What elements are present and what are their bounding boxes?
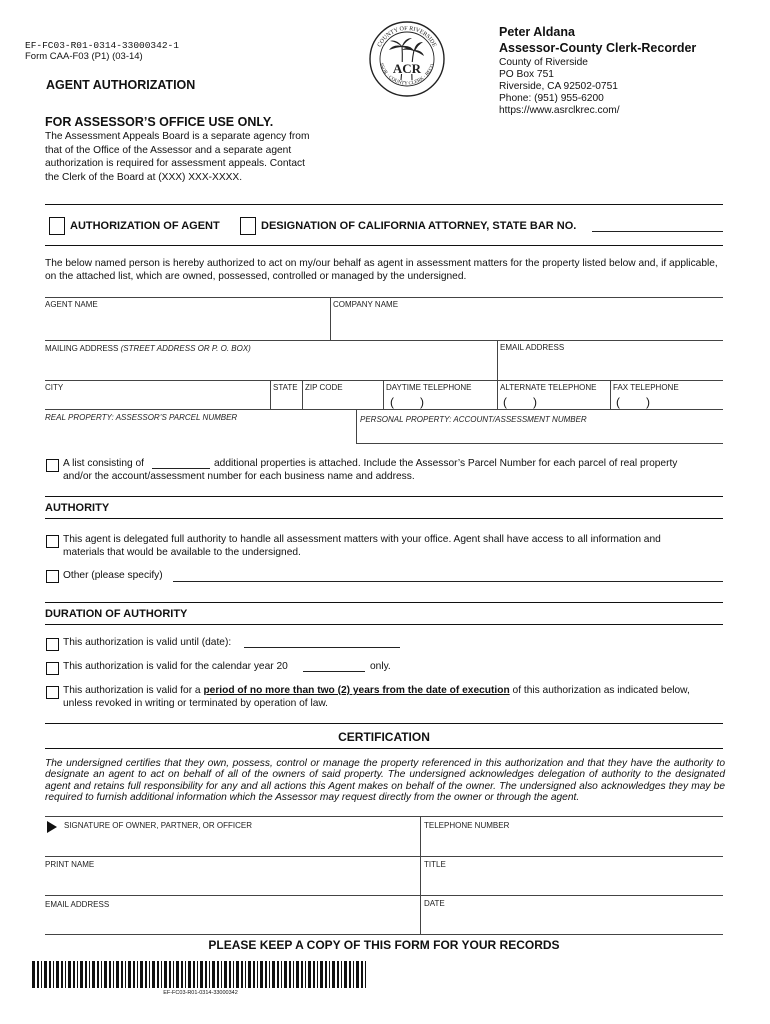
agent-name-field[interactable] — [45, 312, 328, 339]
duration-heading: DURATION OF AUTHORITY — [45, 608, 188, 620]
county-seal-logo — [368, 20, 446, 98]
real-property-label: REAL PROPERTY: ASSESSOR’S PARCEL NUMBER — [45, 413, 238, 422]
calendar-year-label: This authorization is valid for the calendar year 20 — [63, 661, 288, 672]
fax-telephone-label: FAX TELEPHONE — [613, 383, 679, 392]
signature-arrow-icon — [47, 821, 57, 833]
seal-text-top: COUNTY OF RIVERSIDE — [376, 25, 438, 49]
form-title: AGENT AUTHORIZATION — [46, 78, 196, 92]
seal-letters: ACR — [392, 61, 422, 76]
personal-property-field[interactable] — [360, 427, 720, 442]
calendar-year-only: only. — [370, 661, 391, 672]
office-url[interactable]: https://www.asrclkrec.com/ — [499, 105, 620, 116]
mailing-address-label: MAILING ADDRESS (STREET ADDRESS OR P. O. BOX) — [45, 344, 251, 353]
owner-email-field[interactable] — [45, 911, 417, 933]
authorization-of-agent-label: AUTHORIZATION OF AGENT — [70, 220, 220, 232]
company-name-label: COMPANY NAME — [333, 300, 399, 309]
title-field[interactable] — [424, 872, 722, 894]
attached-list-checkbox[interactable] — [46, 459, 59, 472]
assessor-name: Peter Aldana — [499, 25, 575, 39]
daytime-telephone-field[interactable] — [428, 393, 494, 408]
company-name-field[interactable] — [333, 312, 721, 339]
alternate-area-open: ( — [503, 395, 507, 409]
city-field[interactable] — [45, 393, 267, 408]
intro-text: The below named person is hereby authorized to act on my/our behalf as agent in assessment matters for the property listed below and, if applicable, on the attached list, which are owned, possessed, controlled or managed by the undersigned. — [45, 258, 718, 282]
zip-code-label: ZIP CODE — [305, 383, 343, 392]
signature-label: SIGNATURE OF OWNER, PARTNER, OR OFFICER — [64, 821, 253, 830]
calendar-year-checkbox[interactable] — [46, 662, 59, 675]
signature-field[interactable] — [45, 834, 417, 855]
calendar-year-field[interactable] — [303, 671, 365, 672]
state-bar-number-field[interactable] — [592, 231, 723, 232]
print-name-label: PRINT NAME — [45, 860, 95, 869]
other-authority-checkbox[interactable] — [46, 570, 59, 583]
telephone-number-field[interactable] — [424, 834, 722, 855]
additional-properties-count-field[interactable] — [152, 468, 210, 469]
office-use-heading: FOR ASSESSOR’S OFFICE USE ONLY. — [45, 115, 274, 129]
mailing-address-field[interactable] — [45, 356, 495, 379]
office-line-3: Riverside, CA 92502-0751 — [499, 81, 618, 92]
date-label: DATE — [424, 899, 445, 908]
owner-email-label: EMAIL ADDRESS — [45, 900, 110, 909]
valid-until-label: This authorization is valid until (date): — [63, 637, 232, 648]
two-year-period-text: This authorization is valid for a period of no more than two (2) years from the date of execution of this authorization as indicated below, — [63, 685, 690, 696]
title-label: TITLE — [424, 860, 446, 869]
date-field[interactable] — [424, 911, 722, 933]
office-line-2: PO Box 751 — [499, 69, 554, 80]
valid-until-date-field[interactable] — [244, 647, 400, 648]
full-authority-checkbox[interactable] — [46, 535, 59, 548]
office-line-1: County of Riverside — [499, 57, 588, 68]
city-label: CITY — [45, 383, 64, 392]
telephone-number-label: TELEPHONE NUMBER — [424, 821, 510, 830]
two-year-period-text-2: unless revoked in writing or terminated by operation of law. — [63, 698, 329, 709]
personal-property-label: PERSONAL PROPERTY: ACCOUNT/ASSESSMENT NUMBER — [360, 415, 587, 424]
full-authority-text-1: This agent is delegated full authority to handle all assessment matters with your office. Agent shall have access to all information and — [63, 534, 661, 545]
authorization-of-agent-checkbox[interactable] — [49, 217, 65, 235]
fax-area-open: ( — [616, 395, 620, 409]
two-year-period-checkbox[interactable] — [46, 686, 59, 699]
certification-heading: CERTIFICATION — [338, 730, 430, 744]
state-field[interactable] — [272, 393, 300, 408]
office-phone: Phone: (951) 955-6200 — [499, 93, 604, 104]
barcode-text: EF-FC03-R01-0314-33000342 — [163, 990, 238, 996]
form-number: Form CAA-F03 (P1) (03-14) — [25, 51, 143, 62]
daytime-telephone-label: DAYTIME TELEPHONE — [386, 383, 472, 392]
email-address-field[interactable] — [500, 355, 722, 379]
alternate-area-close: ) — [533, 395, 537, 409]
fax-telephone-field[interactable] — [654, 393, 720, 408]
seal-text-bottom: SSOR · COUNTY CLERK · RECO — [377, 62, 436, 87]
email-address-label: EMAIL ADDRESS — [500, 343, 565, 352]
form-code: EF-FC03-R01-0314-33000342-1 — [25, 40, 179, 51]
attached-list-text-1: A list consisting of — [63, 458, 144, 469]
full-authority-text-2: materials that would be available to the undersigned. — [63, 547, 301, 558]
attached-list-text-2: additional properties is attached. Include the Assessor’s Parcel Number for each parcel of real property — [214, 458, 678, 469]
other-authority-label: Other (please specify) — [63, 570, 163, 581]
alternate-telephone-field[interactable] — [541, 393, 607, 408]
attorney-designation-checkbox[interactable] — [240, 217, 256, 235]
zip-code-field[interactable] — [305, 393, 381, 408]
keep-copy-notice: PLEASE KEEP A COPY OF THIS FORM FOR YOUR RECORDS — [208, 938, 560, 952]
fax-area-close: ) — [646, 395, 650, 409]
alternate-telephone-label: ALTERNATE TELEPHONE — [500, 383, 597, 392]
certification-text: The undersigned certifies that they own, possess, control or manage the property referenced in this authorization and that they have the authority to designate an agent to act on behalf of all of the owners of said property. The undersigned acknowledges delegation of authority to the designated agent and retains full responsibility for any and all actions this Agent makes on behalf of the owner. The undersigned also acknowledges they may be required to furnish additional information which the Assessor may request directly from the owner or through the agent. — [45, 758, 725, 804]
daytime-area-close: ) — [420, 395, 424, 409]
assessor-role: Assessor-County Clerk-Recorder — [499, 41, 697, 55]
barcode — [32, 961, 369, 988]
attorney-designation-label: DESIGNATION OF CALIFORNIA ATTORNEY, STATE BAR NO. — [261, 220, 577, 232]
agent-name-label: AGENT NAME — [45, 300, 98, 309]
valid-until-checkbox[interactable] — [46, 638, 59, 651]
other-authority-field[interactable] — [173, 581, 723, 582]
office-use-note: The Assessment Appeals Board is a separate agency from that of the Office of the Assessor and a separate agent authorization is required for assessment appeals. Contact the Clerk of the Board at (XXX) XXX-XXXX. — [45, 131, 310, 183]
daytime-area-open: ( — [390, 395, 394, 409]
real-property-field[interactable] — [45, 424, 353, 452]
authority-heading: AUTHORITY — [45, 502, 110, 514]
attached-list-text-3: and/or the account/assessment number for each business name and address. — [63, 471, 415, 482]
print-name-field[interactable] — [45, 872, 417, 894]
state-label: STATE — [273, 383, 298, 392]
